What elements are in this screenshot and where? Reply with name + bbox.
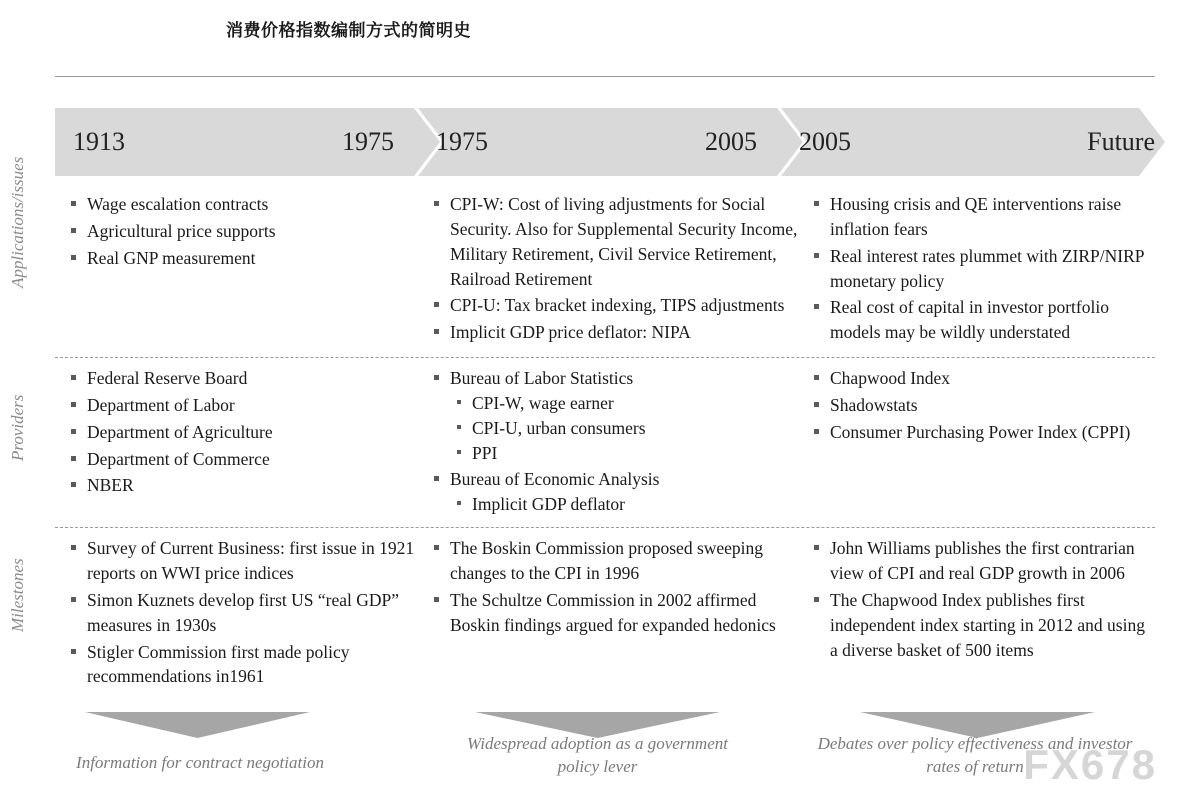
list-item [67, 246, 418, 271]
list-item-text: Shadowstats [830, 394, 918, 415]
providers-column-1 [55, 366, 430, 519]
list-item [430, 320, 798, 345]
list-item [430, 293, 798, 318]
list-item [67, 393, 418, 418]
list-item-text: CPI-U: Tax bracket indexing, TIPS adjustments [450, 295, 785, 316]
segment-start-year: 1913 [73, 127, 125, 156]
bullet-list [67, 536, 418, 689]
list-item-text: The Chapwood Index publishes first independent index starting in 2012 and using a diverse basket of 500 items [830, 589, 1145, 660]
list-item [67, 219, 418, 244]
row-label-text: Applications/issues [8, 156, 27, 288]
segment-end-year: 2005 [705, 127, 757, 156]
section-providers [55, 366, 1165, 519]
milestones-column-2 [430, 536, 810, 691]
sub-list-item: Implicit GDP deflator [450, 492, 798, 517]
row-label-text: Milestones [8, 558, 27, 632]
sub-list-item: CPI-W, wage earner [450, 391, 798, 416]
segment-start-year: 2005 [799, 127, 851, 156]
list-item-text: Survey of Current Business: first issue in 1921 reports on WWI price indices [87, 538, 415, 583]
sub-bullet-list [450, 391, 798, 466]
outcome-arrow-1 [85, 712, 310, 738]
list-item [67, 536, 418, 586]
bullet-list [810, 366, 1153, 445]
list-item-text: Real cost of capital in investor portfolio models may be wildly understated [830, 297, 1109, 343]
list-item-text: Stigler Commission first made policy recommendations in1961 [87, 641, 350, 687]
list-item [810, 192, 1153, 242]
bullet-list [67, 192, 418, 271]
applications-column-1 [55, 192, 430, 347]
list-item-text: Chapwood Index [830, 368, 951, 389]
section-divider [55, 357, 1155, 358]
sub-list-item: CPI-U, urban consumers [450, 416, 798, 441]
list-item-text: Consumer Purchasing Power Index (CPPI) [830, 421, 1131, 442]
list-item [810, 393, 1153, 418]
list-item [810, 295, 1153, 345]
list-item [67, 447, 418, 472]
list-item-text: The Boskin Commission proposed sweeping changes to the CPI in 1996 [450, 538, 764, 583]
content-grid [55, 192, 1165, 691]
list-item [430, 366, 798, 465]
list-item-text: NBER [87, 475, 134, 496]
list-item [810, 244, 1153, 294]
outcome-caption-1: Information for contract negotiation [76, 753, 324, 772]
list-item [430, 192, 798, 291]
list-item [67, 640, 418, 690]
list-item [810, 366, 1153, 391]
row-label-milestones [0, 558, 36, 632]
milestones-column-3 [810, 536, 1165, 691]
outcome-caption-3: Debates over policy effectiveness and investor rates of return [817, 734, 1133, 776]
list-item-text: Real GNP measurement [87, 247, 256, 268]
timeline-segment-1 [55, 108, 440, 176]
list-item [67, 588, 418, 638]
list-item-text: Agricultural price supports [87, 220, 276, 241]
list-item [430, 536, 798, 586]
bullet-list [67, 366, 418, 498]
page-title: 消费价格指数编制方式的简明史 [226, 21, 471, 41]
list-item-text: Simon Kuznets develop first US “real GDP” measures in 1930s [87, 589, 400, 635]
providers-column-2 [430, 366, 810, 519]
list-item-text: John Williams publishes the first contrarian view of CPI and real GDP growth in 2006 [830, 538, 1135, 583]
list-item [430, 467, 798, 517]
timeline-chevron-band [55, 108, 1165, 176]
sub-list-item: PPI [450, 441, 798, 466]
milestones-column-1 [55, 536, 430, 691]
section-milestones [55, 536, 1165, 691]
timeline-segment-3 [781, 108, 1165, 176]
list-item-text: Department of Agriculture [87, 421, 273, 442]
list-item-text: Housing crisis and QE interventions raise inflation fears [830, 194, 1122, 239]
applications-column-2 [430, 192, 810, 347]
bullet-list [810, 536, 1153, 662]
bullet-list [430, 192, 798, 345]
providers-column-3 [810, 366, 1165, 519]
watermark: FX678 [1023, 741, 1157, 788]
list-item-text: Federal Reserve Board [87, 368, 248, 389]
list-item-text: Bureau of Labor Statistics [450, 368, 634, 389]
bullet-list [430, 536, 798, 637]
list-item [810, 536, 1153, 586]
list-item [67, 473, 418, 498]
list-item [430, 588, 798, 638]
list-item-text: Implicit GDP price deflator: NIPA [450, 322, 691, 343]
list-item-text: Department of Labor [87, 394, 235, 415]
row-label-providers [0, 394, 36, 461]
list-item-text: Real interest rates plummet with ZIRP/NIRP monetary policy [830, 245, 1144, 291]
applications-column-3 [810, 192, 1165, 347]
list-item-text: Wage escalation contracts [87, 194, 269, 214]
list-item [810, 588, 1153, 663]
list-item-text: Department of Commerce [87, 448, 270, 469]
row-label-text: Providers [8, 394, 27, 461]
list-item-text: Bureau of Economic Analysis [450, 469, 660, 490]
row-label-applications [0, 156, 36, 288]
bullet-list [810, 192, 1153, 345]
outcome-caption-2: Widespread adoption as a government policy lever [467, 734, 728, 776]
list-item-text: CPI-W: Cost of living adjustments for Social Security. Also for Supplemental Security Income, Military Retirement, Civil Service Retirement, Railroad Retirement [450, 194, 798, 289]
list-item [67, 192, 418, 217]
title-divider [55, 76, 1155, 77]
list-item-text: The Schultze Commission in 2002 affirmed Boskin findings argued for expanded hedonics [450, 589, 776, 635]
segment-end-year: Future [1087, 127, 1155, 156]
bullet-list [430, 366, 798, 517]
segment-end-year: 1975 [342, 127, 394, 156]
list-item [810, 420, 1153, 445]
segment-start-year: 1975 [436, 127, 488, 156]
section-applications [55, 192, 1165, 347]
timeline-segment-2 [418, 108, 803, 176]
list-item [67, 420, 418, 445]
section-divider [55, 527, 1155, 528]
list-item [67, 366, 418, 391]
sub-bullet-list [450, 492, 798, 517]
